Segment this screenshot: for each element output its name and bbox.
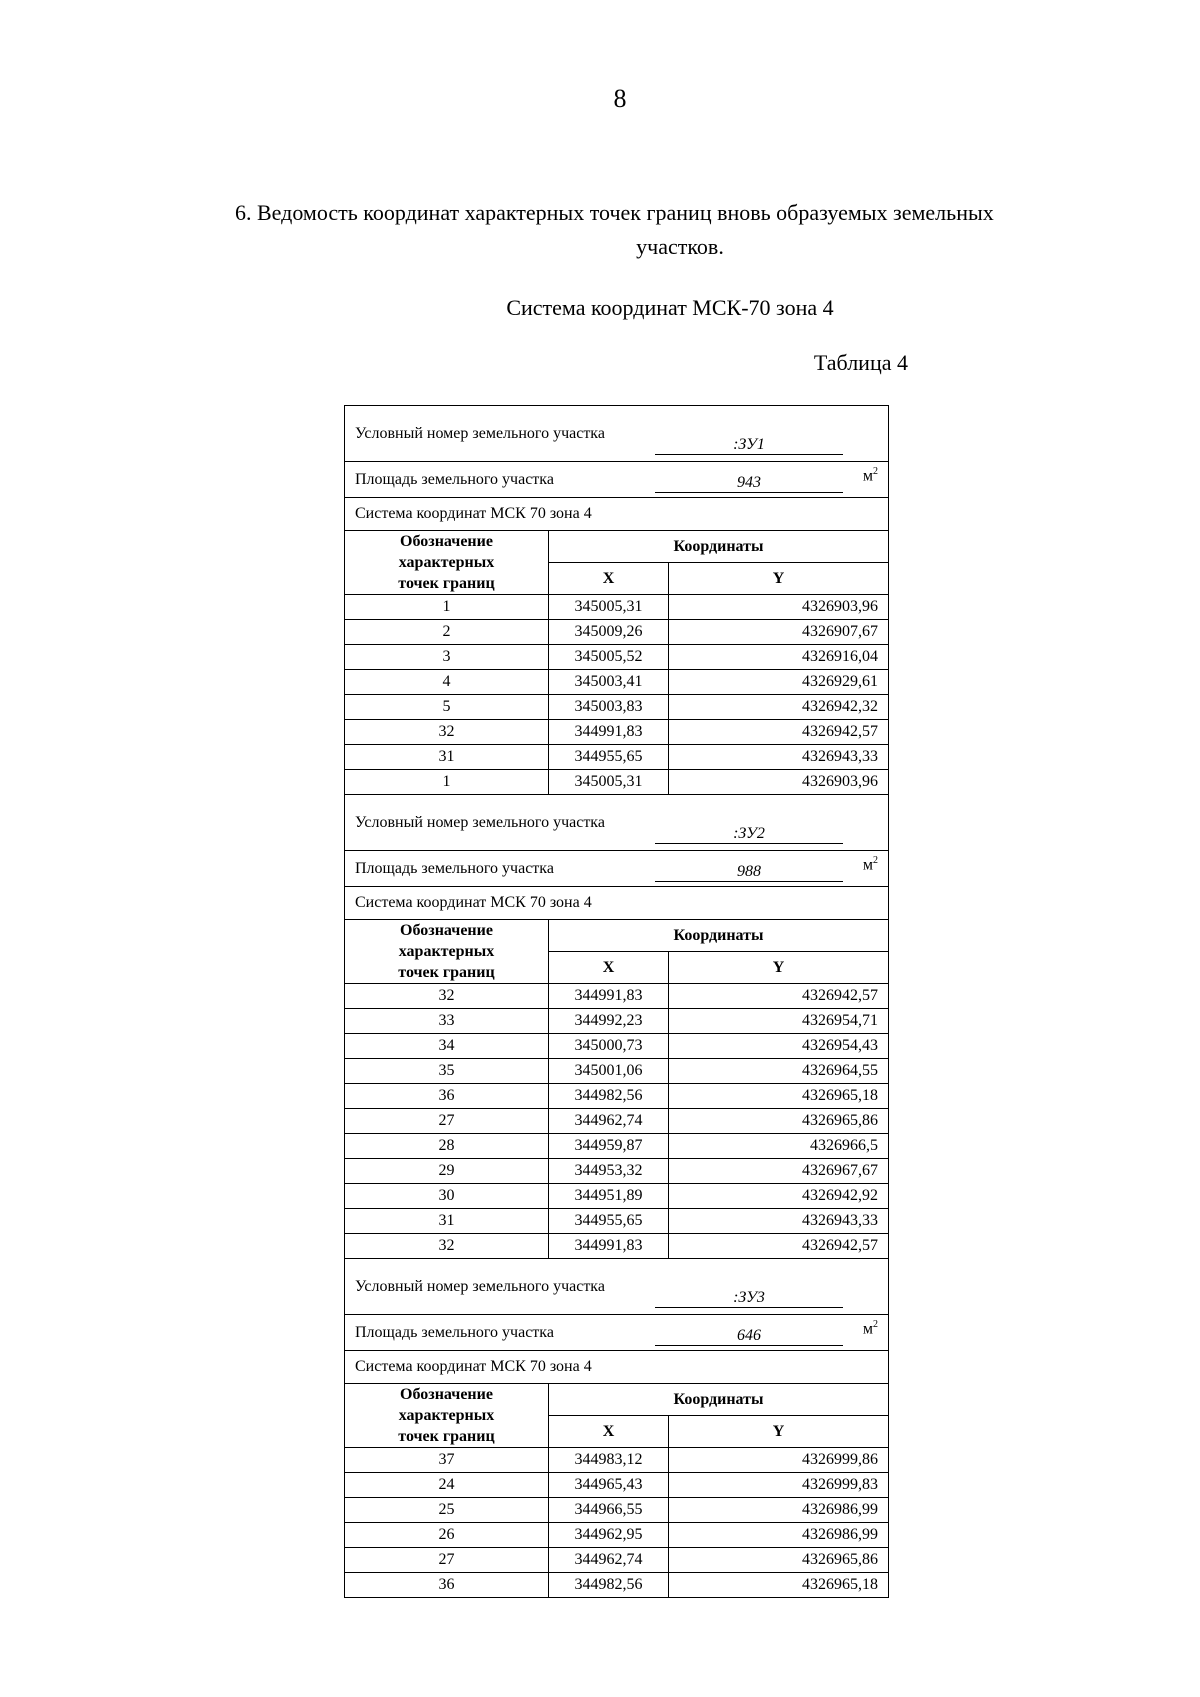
plot-number-cell: [345, 795, 889, 851]
table-row: [345, 1448, 889, 1473]
point-id: 36: [345, 1573, 549, 1598]
y-header: Y: [669, 1416, 889, 1448]
coordinates-header: Координаты: [549, 1384, 889, 1416]
x-value: 344962,74: [549, 1548, 669, 1573]
plot-area-row: [345, 1315, 889, 1351]
x-value: 344965,43: [549, 1473, 669, 1498]
table-row: [345, 1034, 889, 1059]
plot-number-row: [345, 406, 889, 462]
y-value: 4326954,43: [669, 1034, 889, 1059]
table-row: [345, 745, 889, 770]
point-id: 35: [345, 1059, 549, 1084]
area-unit: [863, 1319, 878, 1338]
plot-area-cell: [345, 1315, 889, 1351]
x-value: 344991,83: [549, 984, 669, 1009]
table-row: [345, 620, 889, 645]
x-header: X: [549, 1416, 669, 1448]
x-value: 344992,23: [549, 1009, 669, 1034]
plot-number-cell: [345, 1259, 889, 1315]
y-value: 4326929,61: [669, 670, 889, 695]
point-id: 32: [345, 984, 549, 1009]
section-heading-line2: участков.: [636, 234, 724, 259]
point-id: 28: [345, 1134, 549, 1159]
plot-number-value: :ЗУ2: [655, 825, 843, 844]
area-unit-text: м: [862, 1320, 873, 1338]
x-value: 344955,65: [549, 1209, 669, 1234]
x-value: 345005,31: [549, 770, 669, 795]
point-id: 3: [345, 645, 549, 670]
point-id: 32: [345, 720, 549, 745]
coordinates-header: Координаты: [549, 531, 889, 563]
x-value: 344951,89: [549, 1184, 669, 1209]
plot-number-row: [345, 795, 889, 851]
y-value: 4326986,99: [669, 1523, 889, 1548]
point-id: 5: [345, 695, 549, 720]
point-id: 36: [345, 1084, 549, 1109]
coordinates-table: [344, 405, 889, 1598]
plot-area-cell: [345, 462, 889, 498]
point-id: 31: [345, 745, 549, 770]
area-unit-sup: 2: [873, 855, 878, 866]
plot-area-label: Площадь земельного участка: [355, 1323, 554, 1341]
x-value: 345000,73: [549, 1034, 669, 1059]
table-row: [345, 1109, 889, 1134]
area-unit-sup: 2: [873, 466, 878, 477]
table-row: [345, 1548, 889, 1573]
point-id: 27: [345, 1548, 549, 1573]
plot-area-value: 943: [655, 474, 843, 493]
table-row: [345, 1498, 889, 1523]
plot-area-label: Площадь земельного участка: [355, 470, 554, 488]
y-value: 4326966,5: [669, 1134, 889, 1159]
x-header: X: [549, 952, 669, 984]
x-value: 344982,56: [549, 1573, 669, 1598]
y-value: 4326916,04: [669, 645, 889, 670]
plot-area-row: [345, 851, 889, 887]
table-row: [345, 770, 889, 795]
plot-number-label: Условный номер земельного участка: [355, 1277, 605, 1295]
table-row: [345, 595, 889, 620]
y-value: 4326942,57: [669, 720, 889, 745]
table-row: [345, 1009, 889, 1034]
table-row: [345, 1059, 889, 1084]
plot-number-value: :ЗУ1: [655, 436, 843, 455]
coordinate-system-cell: Система координат МСК 70 зона 4: [345, 498, 889, 531]
coordinate-system-cell: Система координат МСК 70 зона 4: [345, 1351, 889, 1384]
table-row: [345, 1184, 889, 1209]
table-row: [345, 1159, 889, 1184]
point-id: 26: [345, 1523, 549, 1548]
x-value: 344953,32: [549, 1159, 669, 1184]
point-id: 2: [345, 620, 549, 645]
coordinate-system-row: [345, 887, 889, 920]
y-header: Y: [669, 952, 889, 984]
x-value: 344983,12: [549, 1448, 669, 1473]
y-header: Y: [669, 563, 889, 595]
plot-number-label: Условный номер земельного участка: [355, 424, 605, 442]
coordinate-system-row: [345, 498, 889, 531]
plot-number-row: [345, 1259, 889, 1315]
x-value: 345009,26: [549, 620, 669, 645]
table-row: [345, 1084, 889, 1109]
table-row: [345, 1234, 889, 1259]
area-unit-text: м: [862, 467, 873, 485]
x-value: 345003,41: [549, 670, 669, 695]
coordinate-system-title: Система координат МСК-70 зона 4: [506, 295, 834, 320]
point-id: 4: [345, 670, 549, 695]
y-value: 4326965,86: [669, 1109, 889, 1134]
x-value: 345001,06: [549, 1059, 669, 1084]
y-value: 4326999,86: [669, 1448, 889, 1473]
y-value: 4326999,83: [669, 1473, 889, 1498]
plot-area-value: 646: [655, 1327, 843, 1346]
x-value: 344982,56: [549, 1084, 669, 1109]
y-value: 4326943,33: [669, 745, 889, 770]
header-row: [345, 920, 889, 952]
table-row: [345, 695, 889, 720]
x-value: 344955,65: [549, 745, 669, 770]
table-row: [345, 670, 889, 695]
table-caption: Таблица 4: [813, 350, 908, 375]
table-row: [345, 1134, 889, 1159]
plot-area-cell: [345, 851, 889, 887]
plot-number-cell: [345, 406, 889, 462]
point-id: 33: [345, 1009, 549, 1034]
y-value: 4326942,57: [669, 984, 889, 1009]
header-row: [345, 531, 889, 563]
header-row: [345, 1384, 889, 1416]
x-value: 344962,74: [549, 1109, 669, 1134]
y-value: 4326964,55: [669, 1059, 889, 1084]
area-unit-text: м: [862, 856, 873, 874]
table-row: [345, 1523, 889, 1548]
area-unit: [863, 855, 878, 874]
table-row: [345, 720, 889, 745]
y-value: 4326942,92: [669, 1184, 889, 1209]
point-designation-header: Обозначение характерных точек границ: [345, 1384, 549, 1448]
section-heading-line1: 6. Ведомость координат характерных точек границ вновь образуемых земельных: [235, 200, 994, 225]
x-value: 344962,95: [549, 1523, 669, 1548]
table-row: [345, 1473, 889, 1498]
point-id: 37: [345, 1448, 549, 1473]
coordinate-system-row: [345, 1351, 889, 1384]
y-value: 4326965,18: [669, 1084, 889, 1109]
point-id: 30: [345, 1184, 549, 1209]
y-value: 4326942,57: [669, 1234, 889, 1259]
point-id: 32: [345, 1234, 549, 1259]
coordinates-header: Координаты: [549, 920, 889, 952]
y-value: 4326965,86: [669, 1548, 889, 1573]
y-value: 4326903,96: [669, 770, 889, 795]
coordinate-system-cell: Система координат МСК 70 зона 4: [345, 887, 889, 920]
y-value: 4326907,67: [669, 620, 889, 645]
point-designation-header: Обозначение характерных точек границ: [345, 531, 549, 595]
area-unit-sup: 2: [873, 1319, 878, 1330]
plot-area-row: [345, 462, 889, 498]
point-id: 1: [345, 770, 549, 795]
point-id: 24: [345, 1473, 549, 1498]
plot-area-value: 988: [655, 863, 843, 882]
x-value: 344991,83: [549, 720, 669, 745]
point-designation-header: Обозначение характерных точек границ: [345, 920, 549, 984]
x-value: 344991,83: [549, 1234, 669, 1259]
point-id: 29: [345, 1159, 549, 1184]
area-unit: [863, 466, 878, 485]
page-number: 8: [613, 84, 627, 113]
y-value: 4326954,71: [669, 1009, 889, 1034]
point-id: 31: [345, 1209, 549, 1234]
point-id: 25: [345, 1498, 549, 1523]
x-value: 344966,55: [549, 1498, 669, 1523]
point-id: 27: [345, 1109, 549, 1134]
plot-number-label: Условный номер земельного участка: [355, 813, 605, 831]
y-value: 4326903,96: [669, 595, 889, 620]
y-value: 4326986,99: [669, 1498, 889, 1523]
x-value: 344959,87: [549, 1134, 669, 1159]
y-value: 4326965,18: [669, 1573, 889, 1598]
plot-number-value: :ЗУ3: [655, 1289, 843, 1308]
x-value: 345005,52: [549, 645, 669, 670]
table-row: [345, 645, 889, 670]
table-row: [345, 1209, 889, 1234]
plot-area-label: Площадь земельного участка: [355, 859, 554, 877]
section-heading: [0, 196, 1200, 264]
y-value: 4326967,67: [669, 1159, 889, 1184]
table-row: [345, 1573, 889, 1598]
table-row: [345, 984, 889, 1009]
x-value: 345003,83: [549, 695, 669, 720]
x-value: 345005,31: [549, 595, 669, 620]
y-value: 4326943,33: [669, 1209, 889, 1234]
y-value: 4326942,32: [669, 695, 889, 720]
x-header: X: [549, 563, 669, 595]
point-id: 34: [345, 1034, 549, 1059]
point-id: 1: [345, 595, 549, 620]
